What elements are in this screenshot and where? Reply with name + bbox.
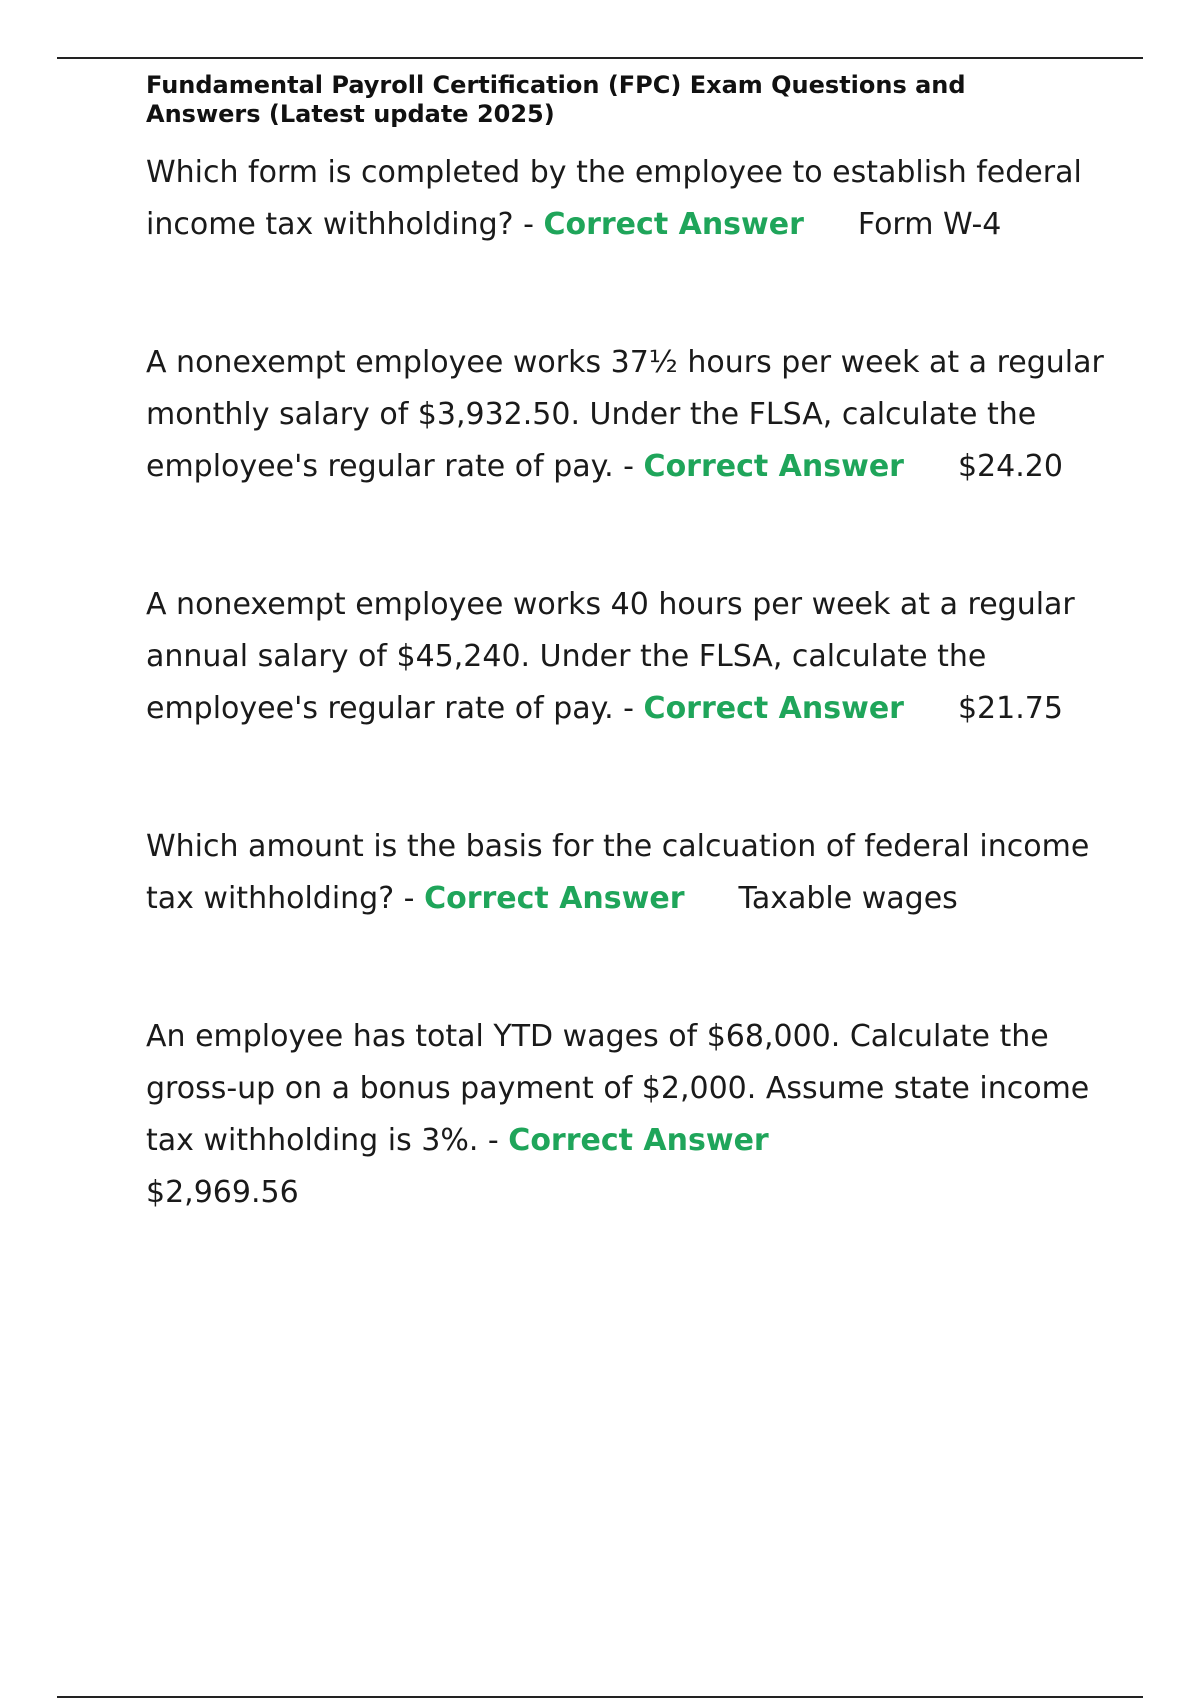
- qa-item-3: [146, 579, 1106, 735]
- document-body: [146, 71, 1106, 1219]
- answer-text: Taxable wages: [738, 881, 958, 916]
- question-text: An employee has total YTD wages of $68,000. Calculate the gross-up on a bonus payment of $2,000. Assume state income tax withholding is 3%. -: [146, 1019, 1090, 1158]
- header-rule: [57, 57, 1143, 59]
- correct-answer-label: Correct Answer: [643, 449, 904, 484]
- question-text: Which form is completed by the employee to establish federal income tax withholding? -: [146, 155, 1082, 242]
- question-text: Which amount is the basis for the calcuation of federal income tax withholding? -: [146, 829, 1090, 916]
- question-text: A nonexempt employee works 37½ hours per week at a regular monthly salary of $3,932.50. Under the FLSA, calculate the employee's regular rate of pay. -: [146, 345, 1104, 484]
- question-text: A nonexempt employee works 40 hours per week at a regular annual salary of $45,240. Under the FLSA, calculate the employee's regular rate of pay. -: [146, 587, 1075, 726]
- answer-text: $21.75: [957, 691, 1063, 726]
- document-title: Fundamental Payroll Certification (FPC) Exam Questions and Answers (Latest update 2025): [146, 71, 966, 128]
- qa-item-4: [146, 821, 1106, 925]
- qa-item-1: [146, 147, 1106, 251]
- correct-answer-label: Correct Answer: [543, 207, 804, 242]
- correct-answer-label: Correct Answer: [508, 1123, 769, 1158]
- answer-text: $2,969.56: [146, 1175, 299, 1210]
- correct-answer-label: Correct Answer: [643, 691, 904, 726]
- qa-item-2: [146, 337, 1106, 493]
- qa-item-5: [146, 1011, 1106, 1219]
- answer-text: Form W-4: [857, 207, 1002, 242]
- footer-rule: [57, 1696, 1143, 1698]
- answer-text: $24.20: [957, 449, 1063, 484]
- correct-answer-label: Correct Answer: [424, 881, 685, 916]
